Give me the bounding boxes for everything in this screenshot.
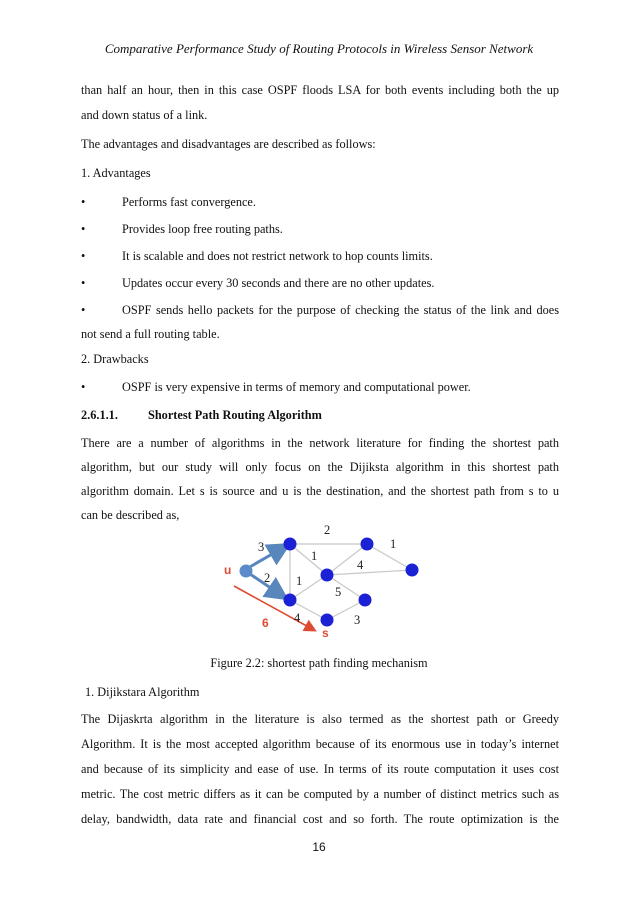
running-header: Comparative Performance Study of Routing Protocols in Wireless Sensor Network	[104, 41, 534, 56]
edge-mid-3	[327, 570, 412, 575]
advantages-heading: 1. Advantages	[81, 166, 151, 180]
bullet-2: •	[81, 222, 86, 236]
bullet-3: •	[81, 249, 86, 263]
path-arrow-up	[248, 546, 286, 568]
node-s-label: s	[322, 626, 329, 640]
para3-line1: The Dijaskrta algorithm in the literature is also termed as the shortest path or Greedy	[81, 712, 559, 726]
para3-line5: delay, bandwidth, data rate and financial cost and so forth. The route optimization is the	[81, 812, 559, 826]
para3-line2: Algorithm. It is the most accepted algorithm because of its enormous use in today’s internet	[81, 737, 559, 751]
weight-top: 2	[324, 523, 331, 537]
para2-line1: There are a number of algorithms in the network literature for finding the shortest path	[81, 436, 559, 450]
node-u	[240, 565, 253, 578]
node-e	[284, 594, 297, 607]
edge-mid-4	[327, 575, 365, 600]
para1-line1: than half an hour, then in this case OSPF floods LSA for both events including both the up	[81, 83, 559, 97]
para2-line2: algorithm, but our study will only focus on the Dijiksta algorithm in this shortest path	[81, 460, 559, 474]
node-u-label: u	[224, 563, 232, 577]
para3-line4: metric. The cost metric differs as it can be computed by a number of distinct metrics such as	[81, 787, 559, 801]
weight-4-mid: 4	[357, 558, 364, 572]
node-f	[359, 594, 372, 607]
edge-mid-1	[290, 544, 327, 575]
node-b	[361, 538, 374, 551]
weight-1b: 1	[296, 574, 303, 588]
para3-line3: and because of its simplicity and ease of use. In terms of its route computation it uses cost	[81, 762, 559, 776]
node-c	[321, 569, 334, 582]
shortest-path-graph	[0, 520, 638, 650]
node-d	[406, 564, 419, 577]
figure-caption: Figure 2.2: shortest path finding mechanism	[210, 656, 428, 670]
para2-line4: can be described as,	[81, 508, 180, 522]
weight-1a: 1	[311, 549, 318, 563]
node-a	[284, 538, 297, 551]
page-number: 16	[312, 840, 326, 854]
advantage-item-5-cont: not send a full routing table.	[81, 327, 220, 341]
drawbacks-heading: 2. Drawbacks	[81, 352, 149, 366]
para1-line2: and down status of a link.	[81, 108, 208, 122]
node-s	[321, 614, 334, 627]
arrow-weight-label: 6	[262, 616, 269, 630]
advantage-item-4: Updates occur every 30 seconds and there are no other updates.	[122, 276, 435, 290]
drawback-item-1: OSPF is very expensive in terms of memory and computational power.	[122, 380, 471, 394]
bullet-4: •	[81, 276, 86, 290]
intro-line: The advantages and disadvantages are described as follows:	[81, 137, 376, 151]
weight-4-low: 4	[294, 611, 301, 625]
section-title: Shortest Path Routing Algorithm	[148, 408, 322, 422]
bullet-5: •	[81, 303, 86, 317]
advantage-item-1: Performs fast convergence.	[122, 195, 256, 209]
advantage-item-3: It is scalable and does not restrict network to hop counts limits.	[122, 249, 433, 263]
weight-3-low: 3	[354, 613, 361, 627]
subsection-heading: 1. Dijikstara Algorithm	[85, 685, 200, 699]
weight-down-2: 2	[264, 571, 271, 585]
advantage-item-5: OSPF sends hello packets for the purpose of checking the status of the link and does	[122, 303, 559, 317]
weight-5: 5	[335, 585, 342, 599]
bullet-1: •	[81, 195, 86, 209]
weight-right-1: 1	[390, 537, 397, 551]
advantage-item-2: Provides loop free routing paths.	[122, 222, 283, 236]
para2-line3: algorithm domain. Let s is source and u is the destination, and the shortest path from s to u	[81, 484, 559, 498]
bullet-drawback-1: •	[81, 380, 86, 394]
section-number: 2.6.1.1.	[81, 408, 118, 422]
weight-up-3: 3	[258, 540, 265, 554]
